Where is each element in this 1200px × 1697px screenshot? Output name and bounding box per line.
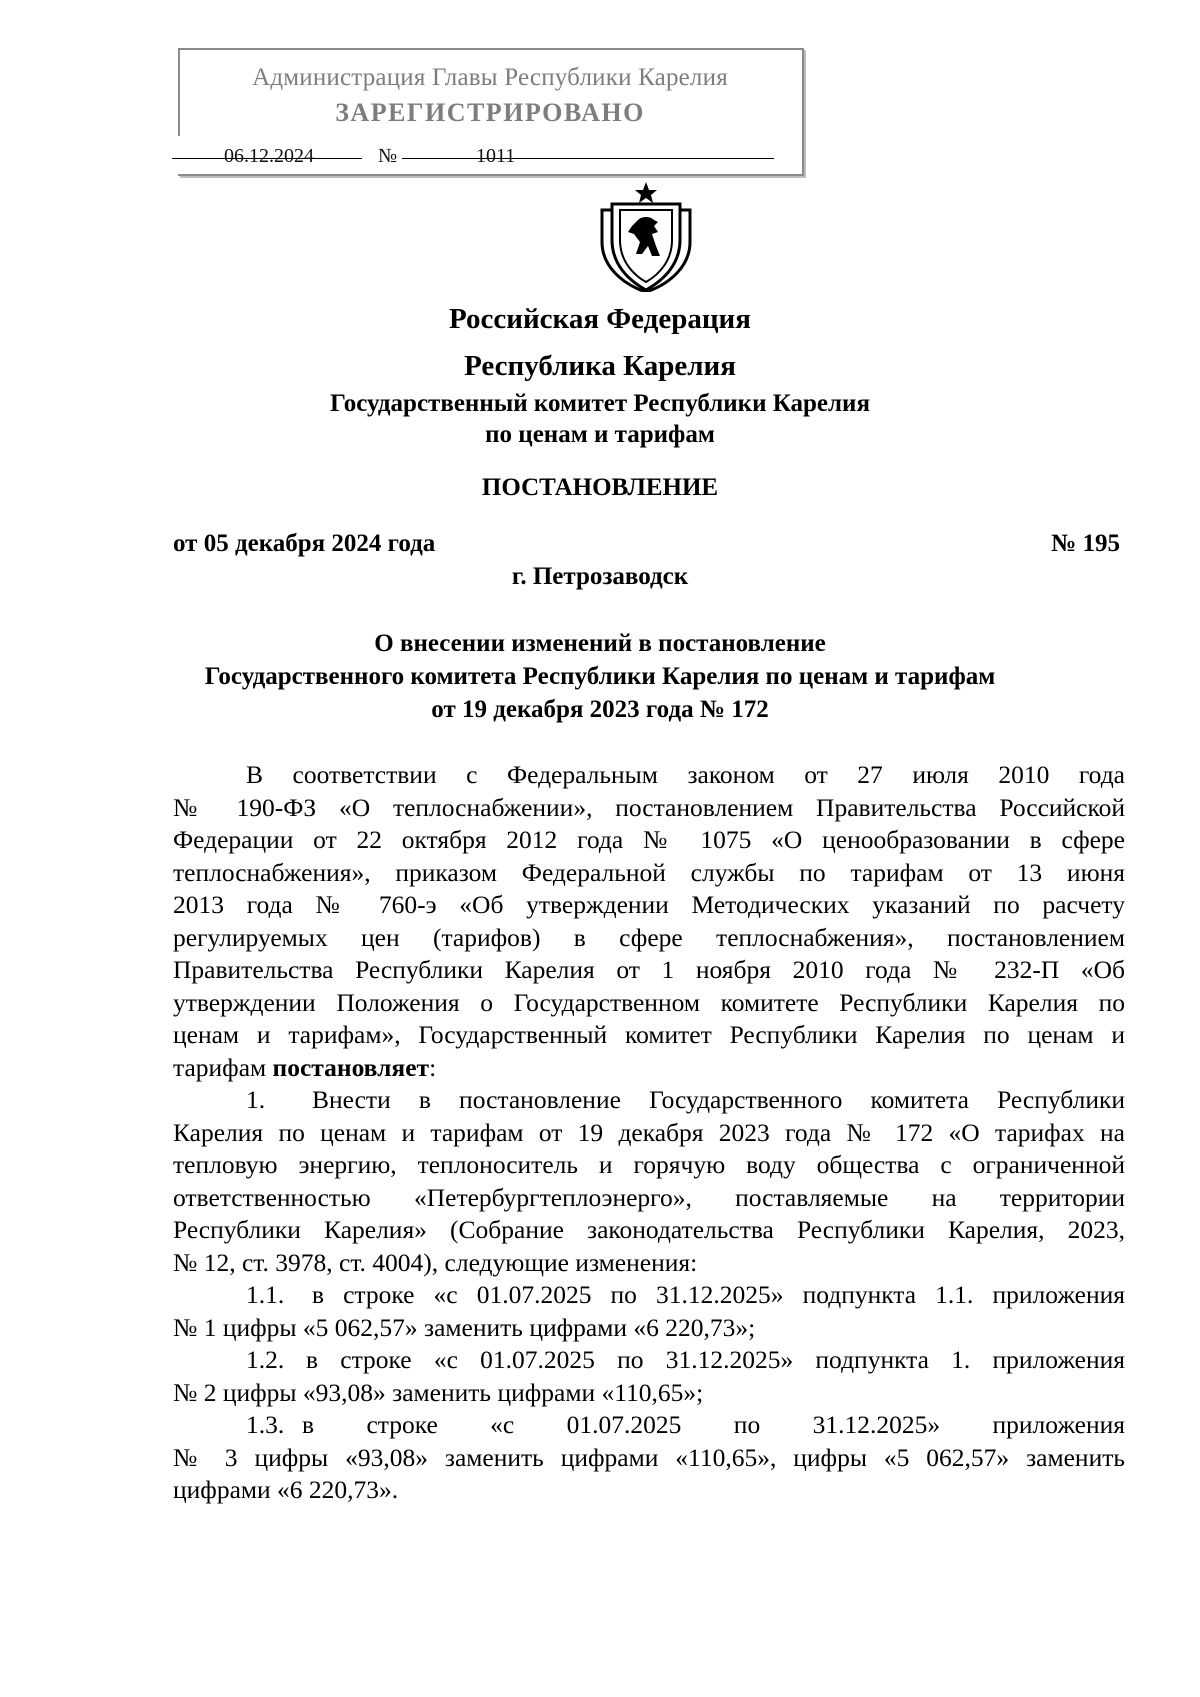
item-number: 1.2. [246,1345,285,1374]
body-line: ценам и тарифам», Государственный комитет Республики Карелия по ценам и [173,1020,1125,1049]
body-line: № 190-ФЗ «О теплоснабжении», постановлением Правительства Российской [173,792,1125,822]
document-body [173,759,1125,1507]
body-line: № 2 цифры «93,08» заменить цифрами «110,65»; [173,1377,704,1407]
header-republic: Республика Карелия [464,350,736,382]
body-line: Правительства Республики Карелия от 1 ноября 2010 года № 232-П «Об [173,955,1125,984]
body-line: Карелия по ценам и тарифам от 19 декабря 2023 года № 172 «О тарифах на [173,1117,1125,1147]
header-committee-line1: Государственный комитет Республики Карелия [330,390,870,417]
karelia-coat-of-arms-icon [598,180,694,292]
stamp-number-sign: № [378,145,398,167]
preamble-paragraph [173,759,1125,1084]
item-1 [173,1084,1125,1279]
stamp-number: 1011 [476,145,516,167]
stamp-number-underline [402,158,774,159]
document-type: ПОСТАНОВЛЕНИЕ [481,474,719,501]
body-line: № 3 цифры «93,08» заменить цифрами «110,65», цифры «5 062,57» заменить [173,1442,1125,1472]
stamp-title: Администрация Главы Республики Карелия [252,64,728,91]
body-line: В соответствии с Федеральным законом от 27 июля 2010 года [246,760,1125,789]
body-line: Республики Карелия» (Собрание законодательства Республики Карелия, 2023, [173,1215,1125,1244]
body-line: тепловую энергию, теплоноситель и горячую воду общества с ограниченной [173,1150,1125,1179]
item-number: 1.1. [246,1280,285,1309]
body-text: в строке «с 01.07.2025 по 31.12.2025» подпункта 1.1. приложения [312,1280,1125,1309]
document-city: г. Петрозаводск [511,563,689,590]
item-number: 1. [246,1085,266,1114]
body-text: в строке «с 01.07.2025 по 31.12.2025» приложения [302,1410,1125,1439]
body-line: № 1 цифры «5 062,57» заменить цифрами «6 220,73»; [173,1312,756,1342]
body-line: № 12, ст. 3978, ст. 4004), следующие изменения: [173,1247,698,1277]
document-number: № 195 [1051,530,1120,557]
body-line [173,1409,1125,1442]
item-1-2 [173,1344,1125,1409]
body-line: утверждении Положения о Государственном комитете Республики Карелия по [173,987,1125,1017]
body-text: Внести в постановление Государственного комитета Республики [312,1085,1125,1114]
registration-stamp [178,48,804,176]
body-line [173,1279,1125,1312]
resolves-keyword: постановляет [272,1052,430,1082]
body-line [173,1052,1125,1085]
subject-line3: от 19 декабря 2023 года № 172 [431,696,769,723]
item-1-1 [173,1279,1125,1344]
body-line: Федерации от 22 октября 2012 года № 1075 «О ценообразовании в сфере [173,825,1125,854]
body-line: регулируемых цен (тарифов) в сфере теплоснабжения», постановлением [173,922,1125,952]
body-line: теплоснабжения», приказом Федеральной службы по тарифам от 13 июня [173,857,1125,887]
body-line: цифрами «6 220,73». [173,1475,399,1504]
body-line: 2013 года № 760-э «Об утверждении Методических указаний по расчету [173,890,1125,919]
body-text: : [429,1052,437,1082]
header-committee-line2: по ценам и тарифам [485,421,715,448]
body-line [173,1084,1125,1117]
item-number: 1.3. [246,1410,285,1439]
stamp-registered: ЗАРЕГИСТРИРОВАНО [335,98,645,127]
subject-line2: Государственного комитета Республики Карелия по ценам и тарифам [204,663,996,690]
body-text: в строке «с 01.07.2025 по 31.12.2025» подпункта 1. приложения [306,1345,1125,1374]
document-date: от 05 декабря 2024 года [173,530,436,557]
subject-line1: О внесении изменений в постановление [374,630,826,657]
stamp-date: 06.12.2024 [224,145,314,167]
body-line: ответственностью «Петербургтеплоэнерго», поставляемые на территории [173,1182,1125,1212]
item-1-3 [173,1409,1125,1507]
body-line [173,1344,1125,1377]
header-country: Российская Федерация [449,303,751,335]
body-text: тарифам [173,1052,273,1082]
